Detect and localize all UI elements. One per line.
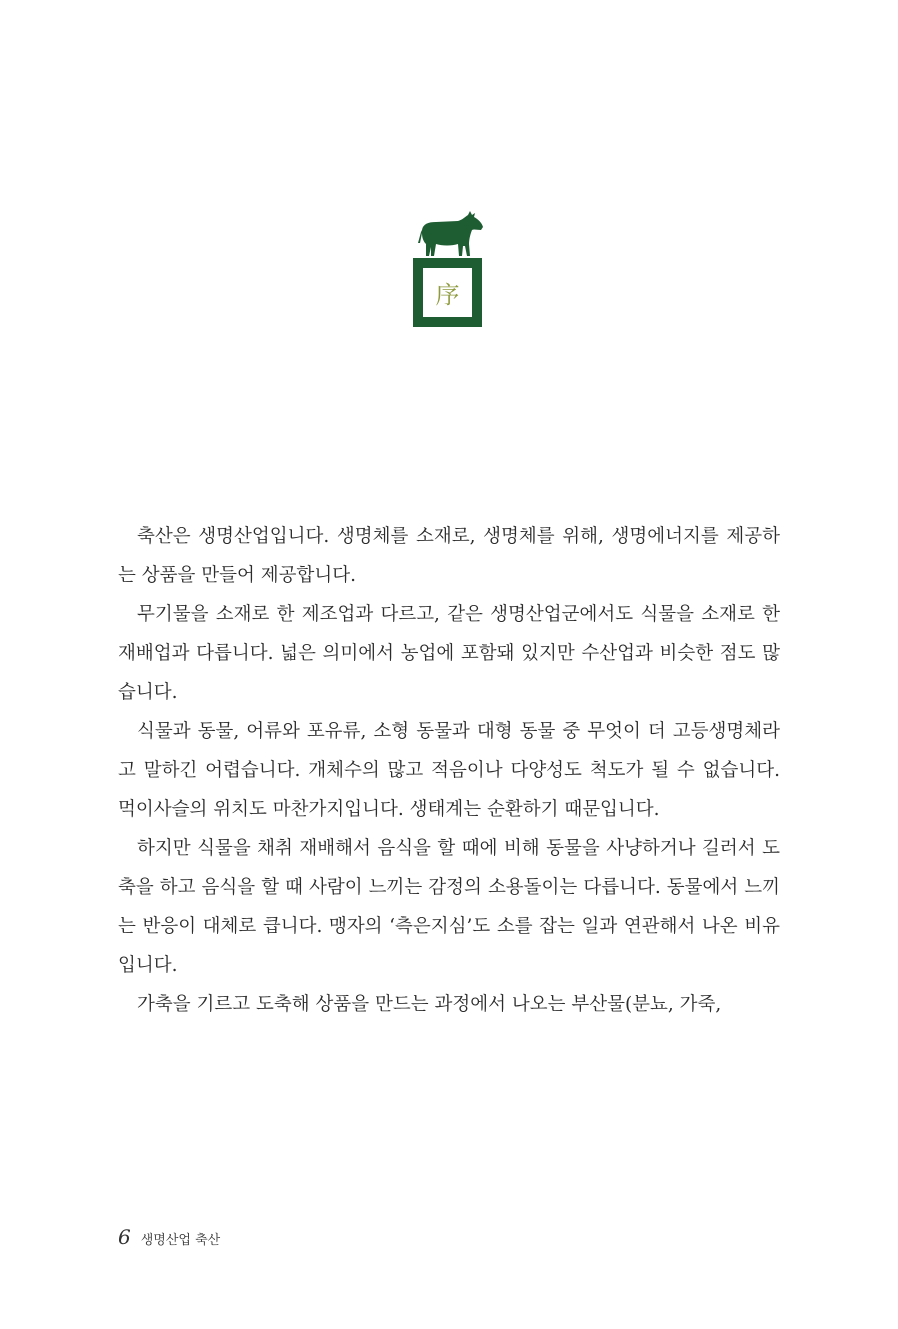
paragraph: 가축을 기르고 도축해 상품을 만드는 과정에서 나오는 부산물(분뇨, 가죽,	[137, 994, 722, 1015]
chapter-emblem	[412, 208, 484, 328]
paragraph: 축산은 생명산업입니다. 생명체를 소재로, 생명체를 위해, 생명에너지를 제공하는 상품을 만들어 제공합니다.	[118, 526, 780, 586]
seal-box	[413, 258, 482, 327]
body-text	[118, 517, 780, 1024]
cow-icon	[412, 208, 484, 260]
page-footer	[118, 1225, 220, 1249]
paragraph: 하지만 식물을 채취 재배해서 음식을 할 때에 비해 동물을 사냥하거나 길러서 도축을 하고 음식을 할 때 사람이 느끼는 감정의 소용돌이는 다릅니다. 동물에서 느끼는 반응이 대체로 큽니다. 맹자의 ‘측은지심’도 소를 잡는 일과 연관해서 나온 비유입니다.	[118, 838, 780, 976]
page-number: 6	[118, 1225, 131, 1249]
paragraph: 무기물을 소재로 한 제조업과 다르고, 같은 생명산업군에서도 식물을 소재로 한 재배업과 다릅니다. 넓은 의미에서 농업에 포함돼 있지만 수산업과 비슷한 점도 많습니다.	[118, 604, 780, 703]
paragraph: 식물과 동물, 어류와 포유류, 소형 동물과 대형 동물 중 무엇이 더 고등생명체라고 말하긴 어렵습니다. 개체수의 많고 적음이나 다양성도 척도가 될 수 없습니다. 먹이사슬의 위치도 마찬가지입니다. 생태계는 순환하기 때문입니다.	[118, 721, 780, 820]
seal-character: 序	[435, 281, 460, 309]
book-title: 생명산업 축산	[140, 1233, 221, 1248]
seal-inner	[423, 268, 472, 317]
